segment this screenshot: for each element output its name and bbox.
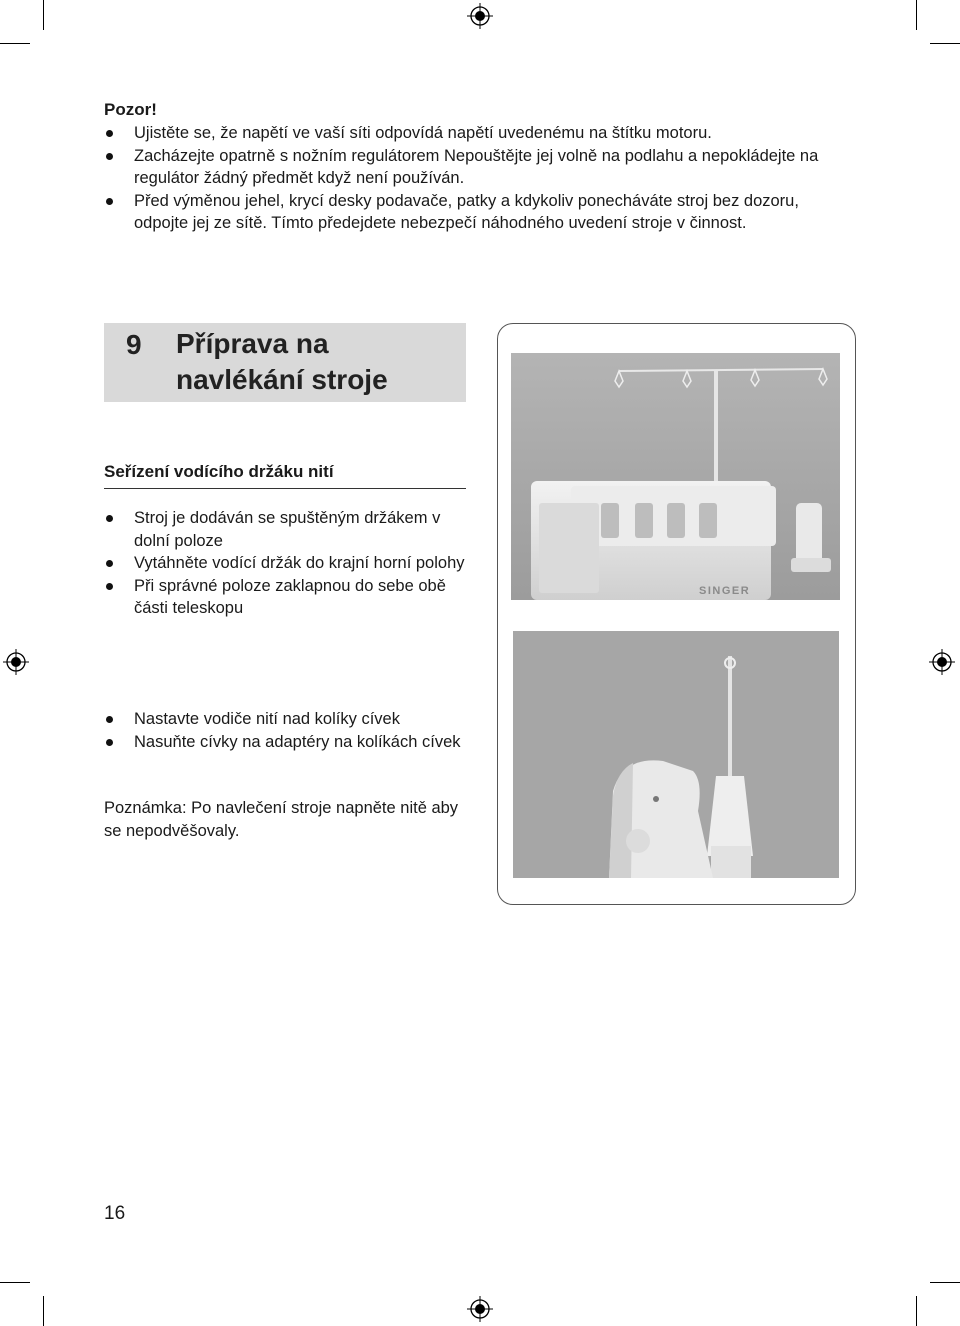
crop-mark [916,0,917,30]
list-item: Nasuňte cívky na adaptéry na kolíkách cívek [104,731,474,754]
instruction-list-2 [104,708,474,753]
page-number: 16 [104,1203,126,1224]
overlock-machine-photo [511,353,840,600]
crop-mark [916,1296,917,1326]
warning-item: Zacházejte opatrně s nožním regulátorem Nepouštějte jej volně na podlahu a nepokládejte na regulátor žádný předmět když není používán. [104,145,834,190]
warning-item: Ujistěte se, že napětí ve vaší síti odpovídá napětí uvedenému na štítku motoru. [104,122,834,145]
warning-list [104,122,834,235]
crop-mark [0,43,30,44]
section-number: 9 [126,329,142,360]
warning-title: Pozor! [104,100,157,119]
registration-mark-left [3,649,29,675]
registration-mark-top [467,3,493,29]
list-item: Stroj je dodáván se spuštěným držákem v dolní poloze [104,507,474,552]
crop-mark [43,1296,44,1326]
crop-mark [930,43,960,44]
section-title-line: Příprava na [176,328,329,359]
section-title-line: navlékání stroje [176,364,388,395]
subsection-title: Seřízení vodícího držáku nití [104,462,334,481]
note-text: Poznámka: Po navlečení stroje napněte nitě aby se nepodvěšovaly. [104,799,459,840]
registration-mark-bottom [467,1296,493,1322]
subsection-divider [104,488,466,489]
crop-mark [0,1282,30,1283]
instruction-list [104,507,474,620]
section-title [176,323,436,402]
list-item: Při správné poloze zaklapnou do sebe obě části teleskopu [104,575,474,620]
brand-label: SINGER [699,585,751,597]
thread-guide-closeup-photo [513,631,839,878]
crop-mark [930,1282,960,1283]
section-header [104,323,466,402]
list-item: Nastavte vodiče nití nad kolíky cívek [104,708,474,731]
registration-mark-right [929,649,955,675]
warning-item: Před výměnou jehel, krycí desky podavače, patky a kdykoliv ponecháváte stroj bez dozoru, odpojte jej ze sítě. Tímto předejdete nebezpečí náhodného uvedení stroje v činnost. [104,190,834,235]
list-item: Vytáhněte vodící držák do krajní horní polohy [104,552,474,575]
crop-mark [43,0,44,30]
